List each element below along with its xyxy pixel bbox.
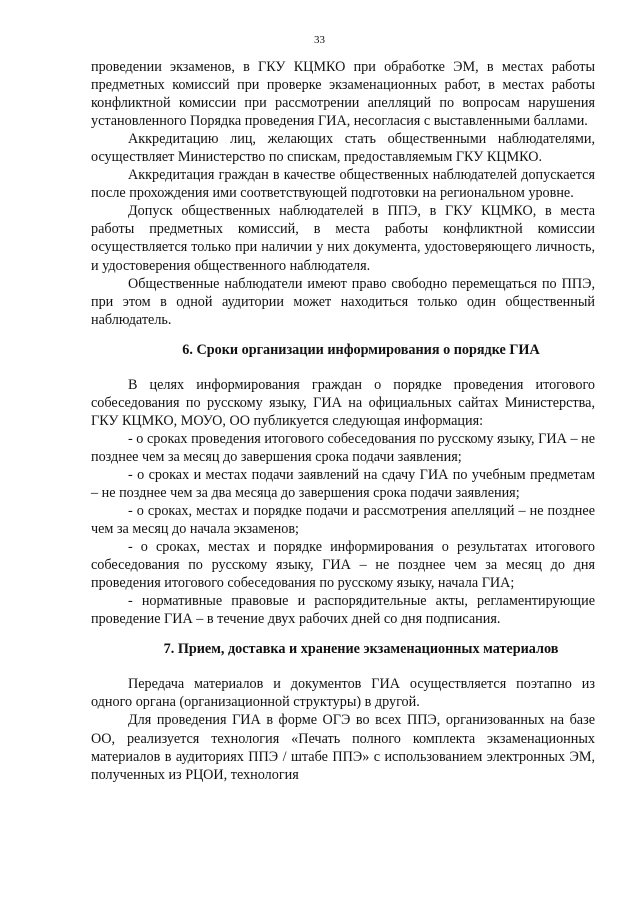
list-item: - нормативные правовые и распорядительные акты, регламентирующие проведение ГИА – в течение двух рабочих дней со дня подписания. xyxy=(91,593,595,628)
paragraph: проведении экзаменов, в ГКУ КЦМКО при обработке ЭМ, в местах работы предметных комиссий при проверке экзаменационных работ, в местах работы конфликтной комиссии при рассмотрении апелляций по вопросам нарушения установленного Порядка проведения ГИА, несогласия с выставленными баллами. xyxy=(91,59,595,130)
section-heading: 7. Прием, доставка и хранение экзаменационных материалов xyxy=(163,641,559,658)
paragraph: Для проведения ГИА в форме ОГЭ во всех ППЭ, организованных на базе ОО, реализуется технология «Печать полного комплекта экзаменационных материалов в аудиториях ППЭ / штабе ППЭ» с использованием электронных ЭМ, полученных из РЦОИ, технология xyxy=(91,712,595,783)
paragraph: Передача материалов и документов ГИА осуществляется поэтапно из одного органа (организационной структуры) в другой. xyxy=(91,676,595,711)
list-item: - о сроках, местах и порядке информирования о результатах итогового собеседования по русскому языку, ГИА – не позднее чем за месяц до дня проведения итогового собеседования по русскому языку, начала ГИА; xyxy=(91,539,595,592)
page-number: 33 xyxy=(314,34,325,46)
document-body xyxy=(91,58,595,784)
list-item: - о сроках проведения итогового собеседования по русскому языку, ГИА – не позднее чем за месяц до завершения срока подачи заявления; xyxy=(91,430,595,465)
paragraph: В целях информирования граждан о порядке проведения итогового собеседования по русскому языку, ГИА на официальных сайтах Министерства, ГКУ КЦМКО, МОУО, ОО публикуется следующая информация: xyxy=(91,376,595,429)
paragraph: Допуск общественных наблюдателей в ППЭ, в ГКУ КЦМКО, в места работы предметных комиссий, в места работы конфликтной комиссии осуществляется только при наличии у них документа, удостоверяющего личность, и удостоверения общественного наблюдателя. xyxy=(91,203,595,274)
paragraph: Аккредитация граждан в качестве общественных наблюдателей допускается после прохождения ими соответствующей подготовки на региональном уровне. xyxy=(91,167,595,202)
list-item: - о сроках, местах и порядке подачи и рассмотрения апелляций – не позднее чем за месяц до начала экзаменов; xyxy=(91,503,595,538)
paragraph: Общественные наблюдатели имеют право свободно перемещаться по ППЭ, при этом в одной аудитории может находиться только один общественный наблюдатель. xyxy=(91,275,595,328)
list-item: - о сроках и местах подачи заявлений на сдачу ГИА по учебным предметам – не позднее чем за два месяца до завершения срока подачи заявления; xyxy=(91,466,595,501)
section-heading: 6. Сроки организации информирования о порядке ГИА xyxy=(182,341,540,358)
paragraph: Аккредитацию лиц, желающих стать общественными наблюдателями, осуществляет Министерство по спискам, предоставляемым ГКУ КЦМКО. xyxy=(91,131,595,166)
